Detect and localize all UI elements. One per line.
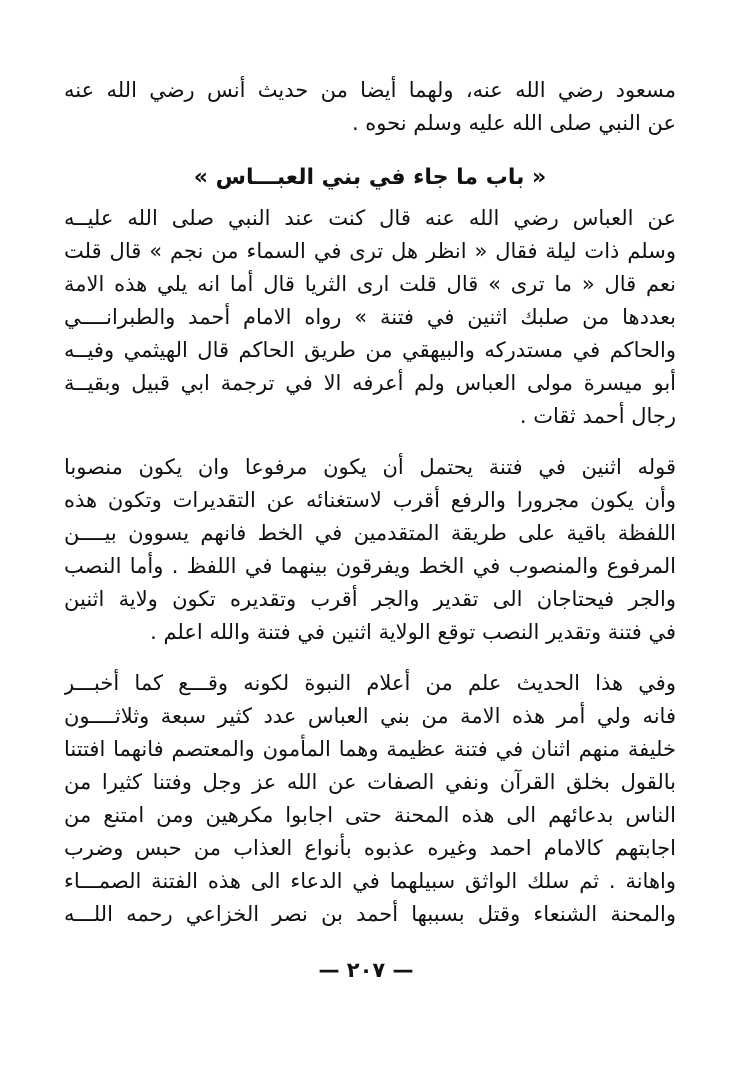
text-line: في فتنة وتقدير النصب توقع الولاية اثنين في فتنة والله اعلم . [150, 620, 676, 644]
text-line: أبو ميسرة مولى العباس ولم أعرفه الا في ترجمة ابي قبيل وبقيــة [64, 371, 676, 395]
text-line: بالقول بخلق القرآن ونفي الصفات عن الله عز وجل وفتنا كثيرا من [64, 770, 676, 794]
paragraph-commentary [64, 667, 676, 931]
paragraph-grammar [64, 451, 676, 649]
chapter-heading: « باب ما جاء في بني العبـــاس » [193, 165, 547, 190]
text-line: خليفة منهم اثنان في فتنة عظيمة وهما المأمون والمعتصم فانهما افتتنا [64, 737, 676, 761]
text-line: رجال أحمد ثقات . [519, 404, 676, 428]
paragraph-hadith [64, 202, 676, 433]
text-line: الناس بدعائهم الى هذه المحنة حتى اجابوا مكرهين ومن امتنع من [64, 803, 676, 827]
intro-paragraph [64, 74, 676, 140]
text-line: وأن يكون مجرورا والرفع أقرب لاستغنائه عن التقديرات وتكون هذه [64, 488, 676, 512]
page-number: — ٢٠٧ — [318, 958, 414, 982]
text-line: اللفظة باقية على طريقة المتقدمين في الخط فانهم يسوون بيــــن [64, 521, 676, 545]
text-line: بعددها من صلبك اثنين في فتنة » رواه الامام أحمد والطبرانــــي [64, 305, 676, 329]
text-line: مسعود رضي الله عنه، ولهما أيضا من حديث أنس رضي الله عنه [64, 78, 676, 102]
text-line: وفي هذا الحديث علم من أعلام النبوة لكونه وقـــع كما أخبـــر [64, 671, 676, 695]
book-page [64, 74, 676, 931]
text-line: نعم قال « ما ترى » قال قلت ارى الثريا قال أما انه يلي هذه الامة [64, 272, 676, 296]
text-line: والمحنة الشنعاء وقتل بسببها أحمد بن نصر الخزاعي رحمه اللـــه [64, 902, 676, 926]
text-line: وسلم ذات ليلة فقال « انظر هل ترى في السماء من نجم » قال قلت [64, 239, 676, 263]
text-line: فانه ولي أمر هذه الامة من بني العباس عدد كثير سبعة وثلاثــــون [64, 704, 676, 728]
text-line: عن العباس رضي الله عنه قال كنت عند النبي صلى الله عليــه [64, 206, 676, 230]
text-line: واهانة . ثم سلك الواثق سبيلهما في الدعاء الى هذه الفتنة الصمـــاء [64, 869, 676, 893]
text-line: عن النبي صلى الله عليه وسلم نحوه . [351, 111, 676, 135]
text-line: والحاكم في مستدركه والبيهقي من طريق الحاكم قال الهيثمي وفيــه [64, 338, 676, 362]
text-line: والجر فيحتاجان الى تقدير والجر أقرب وتقديره تكون ولاية اثنين [64, 587, 676, 611]
text-line: المرفوع والمنصوب في الخط ويفرقون بينهما في اللفظ . وأما النصب [64, 554, 676, 578]
text-line: قوله اثنين في فتنة يحتمل أن يكون مرفوعا وان يكون منصوبا [64, 455, 676, 479]
text-line: اجابتهم كالامام احمد وغيره عذبوه بأنواع العذاب من حبس وضرب [64, 836, 676, 860]
